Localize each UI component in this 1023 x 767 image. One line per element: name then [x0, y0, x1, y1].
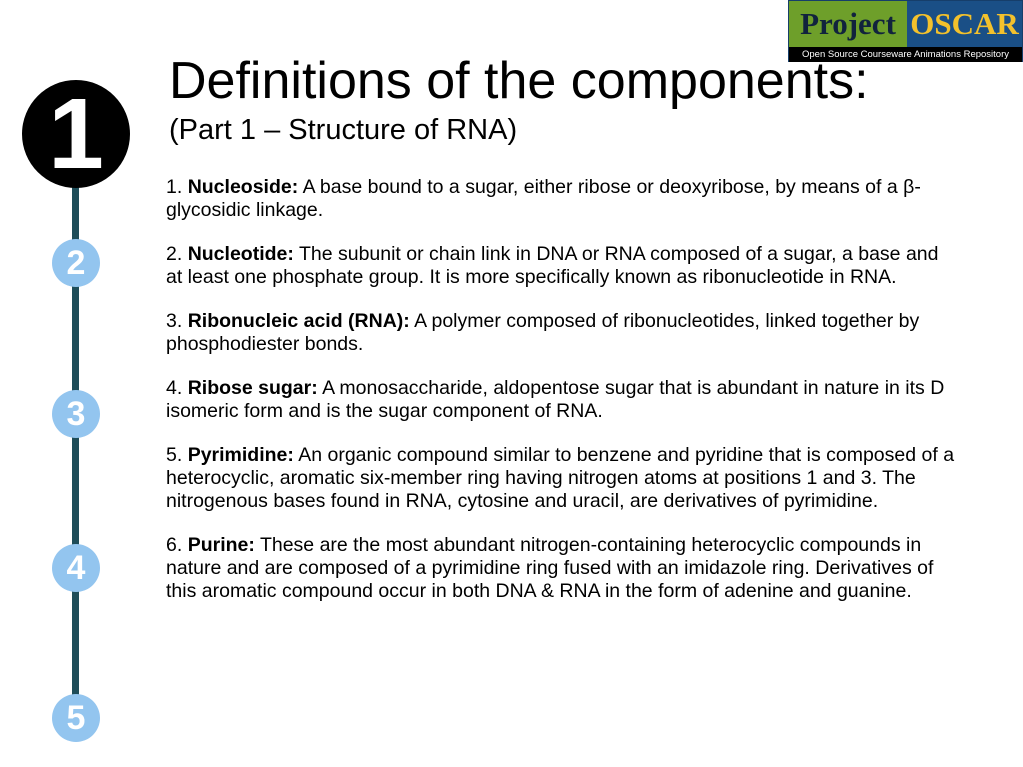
definition-number: 6. [166, 534, 183, 556]
definition-term: Nucleoside: [187, 176, 299, 198]
definition-item [166, 534, 956, 603]
definition-term: Ribonucleic acid (RNA): [187, 310, 410, 332]
logo-project-text: Project [789, 1, 907, 47]
step-5[interactable]: 5 [52, 694, 100, 742]
logo-banner [789, 1, 1022, 47]
definition-number: 1. [166, 176, 183, 198]
page-subtitle: (Part 1 – Structure of RNA) [169, 114, 518, 146]
definition-number: 5. [166, 444, 183, 466]
definition-term: Purine: [187, 534, 255, 556]
definition-text: A polymer composed of ribonucleotides, linked together by phosphodiester bonds. [166, 310, 920, 355]
definition-item [166, 176, 956, 222]
logo-subtitle: Open Source Courseware Animations Repository [789, 47, 1022, 62]
definition-item [166, 444, 956, 513]
definition-number: 2. [166, 243, 183, 265]
definition-text: These are the most abundant nitrogen-containing heterocyclic compounds in nature and are composed of a pyrimidine ring fused with an imidazole ring. Derivatives of this aromatic compound occur in both DNA & RNA in the form of adenine and guanine. [166, 534, 934, 602]
page-title: Definitions of the components: [169, 52, 869, 110]
step-4[interactable]: 4 [52, 544, 100, 592]
definition-item [166, 310, 956, 356]
definition-item [166, 243, 956, 289]
definition-text: An organic compound similar to benzene and pyridine that is composed of a heterocyclic, aromatic six-member ring having nitrogen atoms at positions 1 and 3. The nitrogenous bases found in RNA, cytosine and uracil, are derivatives of pyrimidine. [166, 444, 955, 512]
definition-term: Ribose sugar: [187, 377, 318, 399]
definition-text: A base bound to a sugar, either ribose or deoxyribose, by means of a β-glycosidic linkage. [166, 176, 921, 221]
definitions-list [166, 176, 956, 624]
step-3[interactable]: 3 [52, 390, 100, 438]
step-2[interactable]: 2 [52, 239, 100, 287]
definition-text: A monosaccharide, aldopentose sugar that is abundant in nature in its D isomeric form and is the sugar component of RNA. [166, 377, 945, 422]
definition-text: The subunit or chain link in DNA or RNA composed of a sugar, a base and at least one phosphate group. It is more specifically known as ribonucleotide in RNA. [166, 243, 939, 288]
definition-term: Nucleotide: [187, 243, 294, 265]
definition-item [166, 377, 956, 423]
step-1-current[interactable]: 1 [22, 80, 130, 188]
definition-term: Pyrimidine: [187, 444, 294, 466]
definition-number: 4. [166, 377, 183, 399]
logo-oscar-text: OSCAR [907, 1, 1022, 47]
definition-number: 3. [166, 310, 183, 332]
